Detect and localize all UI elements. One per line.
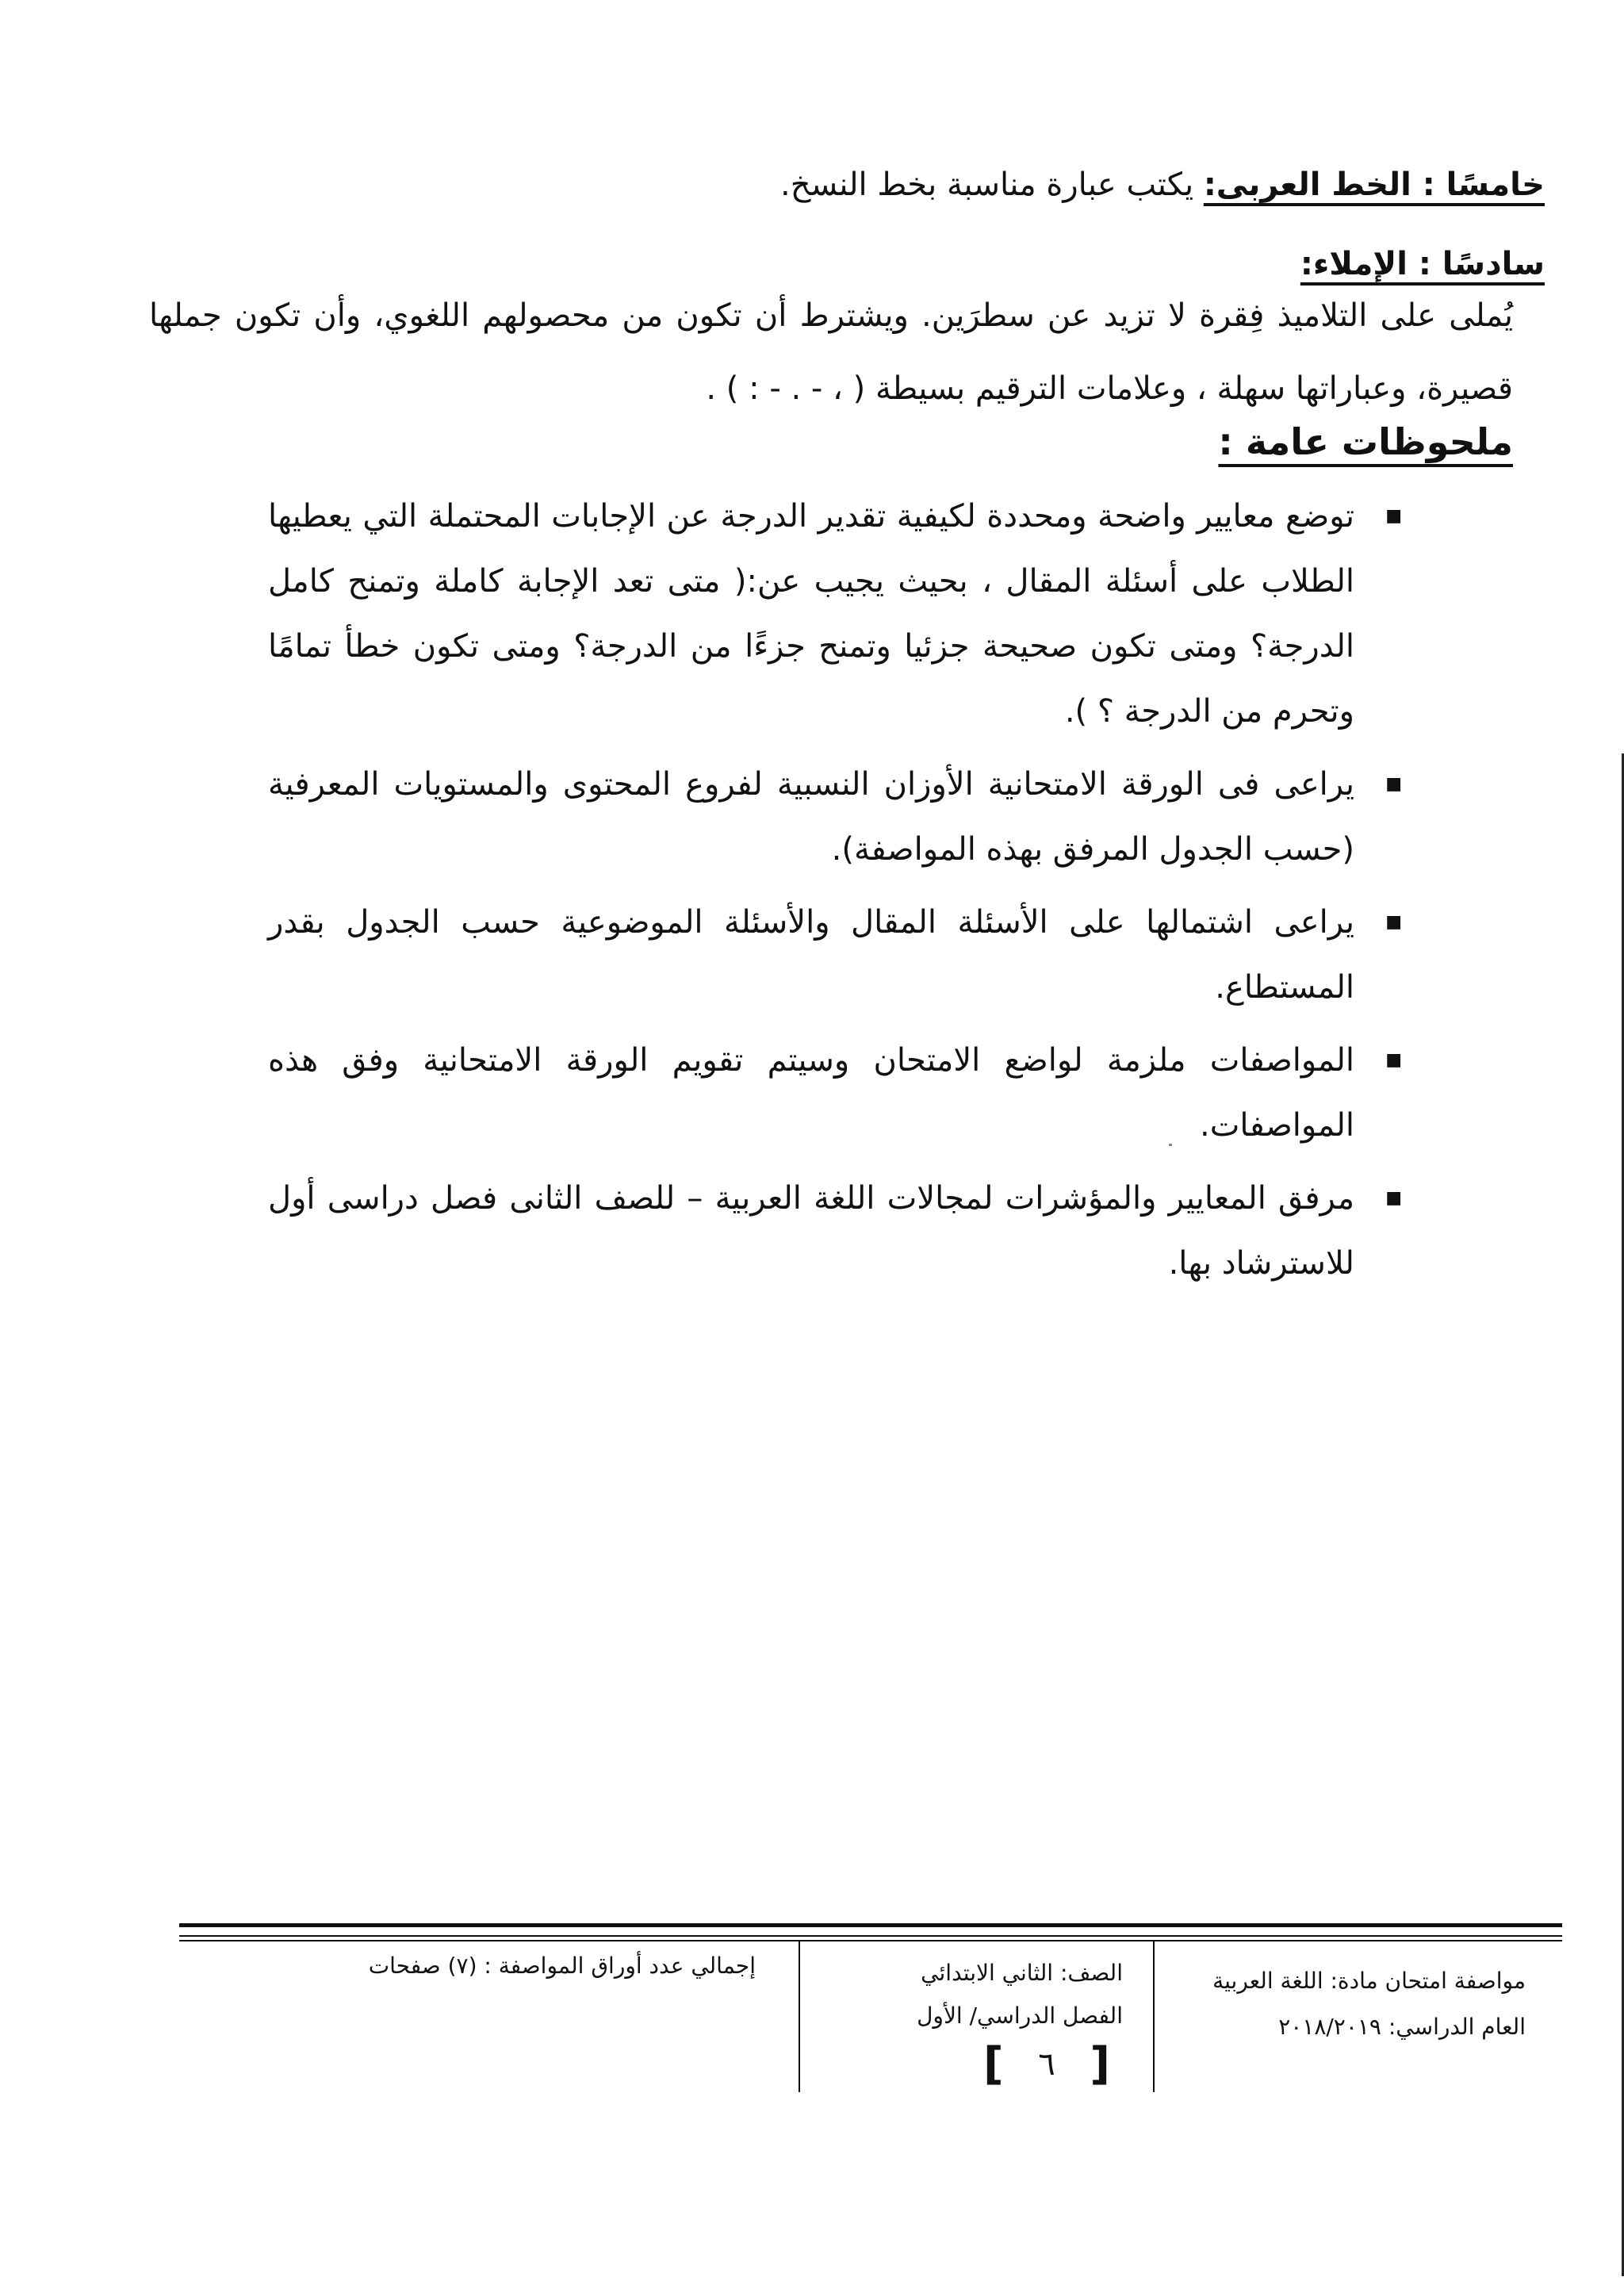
- general-notes-title: ملحوظات عامة :: [1218, 420, 1513, 463]
- page-number-bracket-left: [: [983, 2038, 1004, 2090]
- section-fifth-heading: [780, 167, 1545, 203]
- footer-year: العام الدراسي: ٢٠١٨/٢٠١٩: [1278, 2014, 1526, 2040]
- note-item: [268, 890, 1402, 1020]
- footer-divider: [1153, 1941, 1155, 2092]
- bullet-icon: ■: [1385, 1188, 1402, 1208]
- footer-rule: [179, 1923, 1562, 1927]
- page-number-bracket-right: ]: [1090, 2038, 1110, 2090]
- section-sixth-title: سادسًا : الإملاء:: [1300, 246, 1545, 282]
- footer-rule: [179, 1935, 1562, 1937]
- footer-rule: [179, 1940, 1562, 1941]
- section-fifth-text: يكتب عبارة مناسبة بخط النسخ.: [780, 167, 1204, 203]
- note-item: [268, 484, 1402, 744]
- bullet-icon: ■: [1385, 912, 1402, 932]
- note-item-text: مرفق المعايير والمؤشرات لمجالات اللغة العربية – للصف الثانى فصل دراسى أول للاسترشاد بها.: [268, 1180, 1354, 1282]
- bullet-icon: ■: [1385, 774, 1402, 794]
- bullet-icon: ■: [1385, 1050, 1402, 1070]
- note-item-text: توضع معايير واضحة ومحددة لكيفية تقدير الدرجة عن الإجابات المحتملة التي يعطيها الطلاب على أسئلة المقال ، بحيث يجيب عن:( متى تعد الإجابة كاملة وتمنح كامل الدرجة؟ ومتى تكون صحيحة جزئيا وتمنح جزءًا من الدرجة؟ ومتى تكون خطأ تمامًا وتحرم من الدرجة ؟ ).: [268, 498, 1354, 730]
- footer-subject: مواصفة امتحان مادة: اللغة العربية: [1212, 1968, 1526, 1994]
- note-item-text: يراعى اشتمالها على الأسئلة المقال والأسئلة الموضوعية حسب الجدول بقدر المستطاع.: [268, 904, 1354, 1006]
- general-notes-list: [268, 484, 1402, 1304]
- note-item-text: المواصفات ملزمة لواضع الامتحان وسيتم تقويم الورقة الامتحانية وفق هذه المواصفات.: [268, 1042, 1354, 1144]
- section-sixth-heading: [1300, 246, 1545, 282]
- note-item-text: يراعى فى الورقة الامتحانية الأوزان النسبية لفروع المحتوى والمستويات المعرفية (حسب الجدول المرفق بهذه المواصفة).: [268, 766, 1354, 868]
- note-item: [268, 1166, 1402, 1296]
- page-number: ٦: [1038, 2046, 1055, 2083]
- bullet-icon: ■: [1385, 506, 1402, 526]
- footer-divider: [799, 1941, 800, 2092]
- scan-speck: [1169, 1144, 1172, 1146]
- footer-grade: الصف: الثاني الابتدائي: [921, 1960, 1123, 1986]
- page-number-box: [983, 2037, 1110, 2092]
- dictation-paragraph: يُملى على التلاميذ فِقرة لا تزيد عن سطرَين. ويشترط أن تكون من محصولهم اللغوي، وأن تكون جملها قصيرة، وعباراتها سهلة ، وعلامات الترقيم بسيطة ( ، - . - : ) .: [149, 297, 1513, 407]
- note-item: [268, 1028, 1402, 1158]
- note-item: [268, 752, 1402, 882]
- footer-term: الفصل الدراسي/ الأول: [917, 2003, 1123, 2029]
- footer-total-pages: إجمالي عدد أوراق المواصفة : (٧) صفحات: [368, 1953, 756, 1979]
- section-fifth-title: خامسًا : الخط العربى:: [1203, 167, 1545, 203]
